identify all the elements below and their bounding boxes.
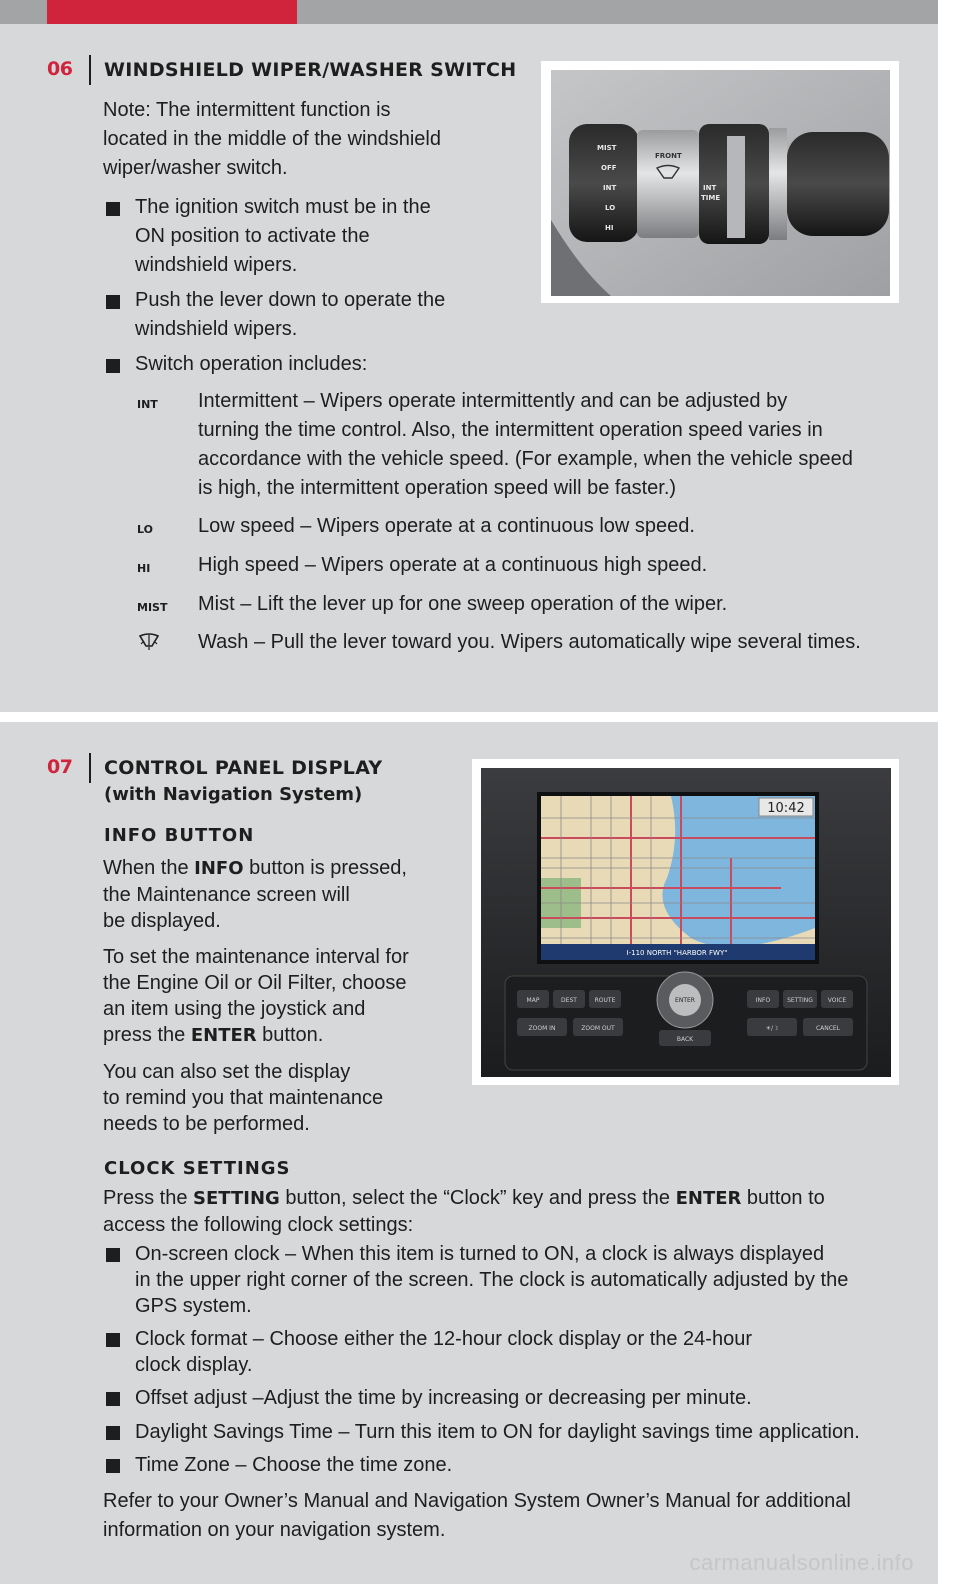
section-title: WINDSHIELD WIPER/WASHER SWITCH — [104, 59, 517, 81]
lever-label-off: OFF — [601, 164, 617, 172]
nav-btn-back: BACK — [676, 1036, 694, 1043]
section-title: CONTROL PANEL DISPLAY — [104, 757, 383, 779]
info-line: to remind you that maintenance — [103, 1087, 384, 1109]
int-time-label-1: INT — [703, 184, 717, 192]
int-line: Intermittent – Wipers operate intermittently and can be adjusted by — [198, 390, 788, 412]
mist-description: Mist – Lift the lever up for one sweep operation of the wiper. — [198, 593, 728, 615]
info-line: the Maintenance screen will — [103, 884, 350, 906]
info-keyword: INFO — [194, 858, 244, 879]
info-paragraph-3 — [103, 1059, 383, 1137]
section-06-panel — [0, 24, 938, 712]
bullet-push-lever — [135, 286, 445, 344]
nav-btn-route: ROUTE — [594, 997, 616, 1004]
info-line — [103, 855, 407, 882]
text-run: button. — [256, 1024, 324, 1046]
info-paragraph-2 — [103, 944, 409, 1049]
text-run: press the — [103, 1024, 191, 1046]
clock-intro-line: access the following clock settings: — [103, 1214, 414, 1236]
bullet-switch-operation: Switch operation includes: — [135, 353, 368, 375]
bullet-line: clock display. — [135, 1354, 253, 1376]
bullet-ignition — [135, 193, 431, 280]
nav-btn-info: INFO — [755, 997, 771, 1004]
lever-label-hi: HI — [605, 224, 614, 232]
info-button-heading: INFO BUTTON — [104, 825, 255, 846]
text-run: button is pressed, — [243, 857, 407, 879]
bullet-line: Push the lever down to operate the — [135, 289, 446, 311]
bullet-square — [106, 1459, 120, 1473]
bullet-square — [106, 1333, 120, 1347]
bullet-square — [106, 202, 120, 216]
top-bar-accent — [47, 0, 297, 24]
nav-btn-setting: SETTING — [787, 997, 813, 1004]
mist-tag: MIST — [137, 601, 168, 614]
bullet-square — [106, 1248, 120, 1262]
int-line: turning the time control. Also, the intermittent operation speed varies in — [198, 419, 823, 441]
int-line: accordance with the vehicle speed. (For example, when the vehicle speed — [198, 448, 853, 470]
info-line: be displayed. — [103, 910, 221, 932]
wash-description: Wash – Pull the lever toward you. Wipers automatically wipe several times. — [198, 631, 861, 653]
section-number: 07 — [47, 756, 73, 778]
closing-paragraph — [103, 1487, 851, 1545]
note-line: wiper/washer switch. — [103, 157, 288, 179]
info-line: the Engine Oil or Oil Filter, choose — [103, 972, 407, 994]
watermark: carmanualsonline.info — [689, 1550, 914, 1575]
info-line: To set the maintenance interval for — [103, 946, 409, 968]
clock-bullet-onscreen — [135, 1241, 848, 1319]
clock-bullet-timezone: Time Zone – Choose the time zone. — [135, 1454, 453, 1476]
lo-description: Low speed – Wipers operate at a continuous low speed. — [198, 515, 695, 537]
nav-road-label: I-110 NORTH "HARBOR FWY" — [626, 949, 728, 957]
hi-description: High speed – Wipers operate at a continuous high speed. — [198, 554, 708, 576]
nav-btn-map: MAP — [526, 997, 540, 1004]
bullet-line: GPS system. — [135, 1295, 252, 1317]
lever-label-lo: LO — [605, 204, 616, 212]
text-run: button, select the “Clock” key and press the — [279, 1187, 676, 1209]
text-run: button to — [741, 1187, 825, 1209]
note-line: Note: The intermittent function is — [103, 99, 391, 121]
info-paragraph-1 — [103, 855, 407, 934]
clock-intro — [103, 1185, 825, 1238]
clock-bullet-format — [135, 1326, 752, 1378]
navigation-panel-photo — [481, 768, 891, 1077]
clock-bullet-offset: Offset adjust –Adjust the time by increasing or decreasing per minute. — [135, 1387, 752, 1409]
text-run: Press the — [103, 1187, 194, 1209]
info-line: needs to be performed. — [103, 1113, 310, 1135]
nav-btn-day-night: ☀/☽ — [765, 1025, 779, 1032]
info-line: You can also set the display — [103, 1061, 351, 1083]
lo-tag: LO — [137, 523, 153, 536]
bullet-line: ON position to activate the — [135, 225, 370, 247]
enter-keyword: ENTER — [190, 1025, 257, 1046]
lever-label-int: INT — [603, 184, 617, 192]
setting-keyword: SETTING — [193, 1188, 280, 1209]
nav-btn-dest: DEST — [561, 997, 577, 1004]
bullet-square — [106, 1392, 120, 1406]
section-divider — [89, 753, 91, 783]
bullet-square — [106, 1426, 120, 1440]
bullet-line: The ignition switch must be in the — [135, 196, 431, 218]
note-line: located in the middle of the windshield — [103, 128, 441, 150]
section-divider — [89, 55, 91, 85]
clock-bullet-dst: Daylight Savings Time – Turn this item to ON for daylight savings time application. — [135, 1421, 860, 1443]
nav-btn-zoom-out: ZOOM OUT — [581, 1025, 615, 1032]
info-line: an item using the joystick and — [103, 998, 366, 1020]
info-line — [103, 1022, 409, 1049]
int-line: is high, the intermittent operation speed will be faster.) — [198, 477, 677, 499]
clock-settings-heading: CLOCK SETTINGS — [104, 1158, 291, 1179]
wiper-switch-photo — [551, 70, 890, 296]
hi-tag: HI — [137, 562, 151, 575]
bullet-line: in the upper right corner of the screen. The clock is automatically adjusted by the — [135, 1269, 849, 1291]
closing-line: Refer to your Owner’s Manual and Navigation System Owner’s Manual for additional — [103, 1490, 851, 1512]
bullet-line: Clock format – Choose either the 12-hour clock display or the 24-hour — [135, 1328, 752, 1350]
bullet-square — [106, 295, 120, 309]
nav-btn-voice: VOICE — [827, 997, 847, 1004]
bullet-square — [106, 359, 120, 373]
section-subtitle: (with Navigation System) — [104, 784, 363, 805]
bullet-line: windshield wipers. — [135, 254, 298, 276]
bullet-line: windshield wipers. — [135, 318, 298, 340]
washer-icon — [137, 631, 161, 656]
clock-intro-line — [103, 1185, 825, 1212]
int-description — [198, 387, 853, 503]
int-tag: INT — [137, 398, 158, 411]
section-number: 06 — [47, 58, 73, 80]
nav-btn-zoom-in: ZOOM IN — [528, 1025, 556, 1032]
bullet-line: On-screen clock – When this item is turned to ON, a clock is always displayed — [135, 1243, 825, 1265]
closing-line: information on your navigation system. — [103, 1519, 446, 1541]
lever-label-mist: MIST — [597, 144, 617, 152]
enter-keyword: ENTER — [675, 1188, 742, 1209]
nav-btn-enter: ENTER — [675, 997, 695, 1004]
text-run: When the — [103, 857, 195, 879]
nav-clock: 10:42 — [767, 801, 805, 816]
nav-btn-cancel: CANCEL — [815, 1025, 841, 1032]
section-07-panel — [0, 722, 938, 1584]
top-bar — [0, 0, 938, 24]
front-label: FRONT — [655, 152, 682, 160]
int-time-label-2: TIME — [701, 194, 721, 202]
note-paragraph — [103, 96, 441, 183]
